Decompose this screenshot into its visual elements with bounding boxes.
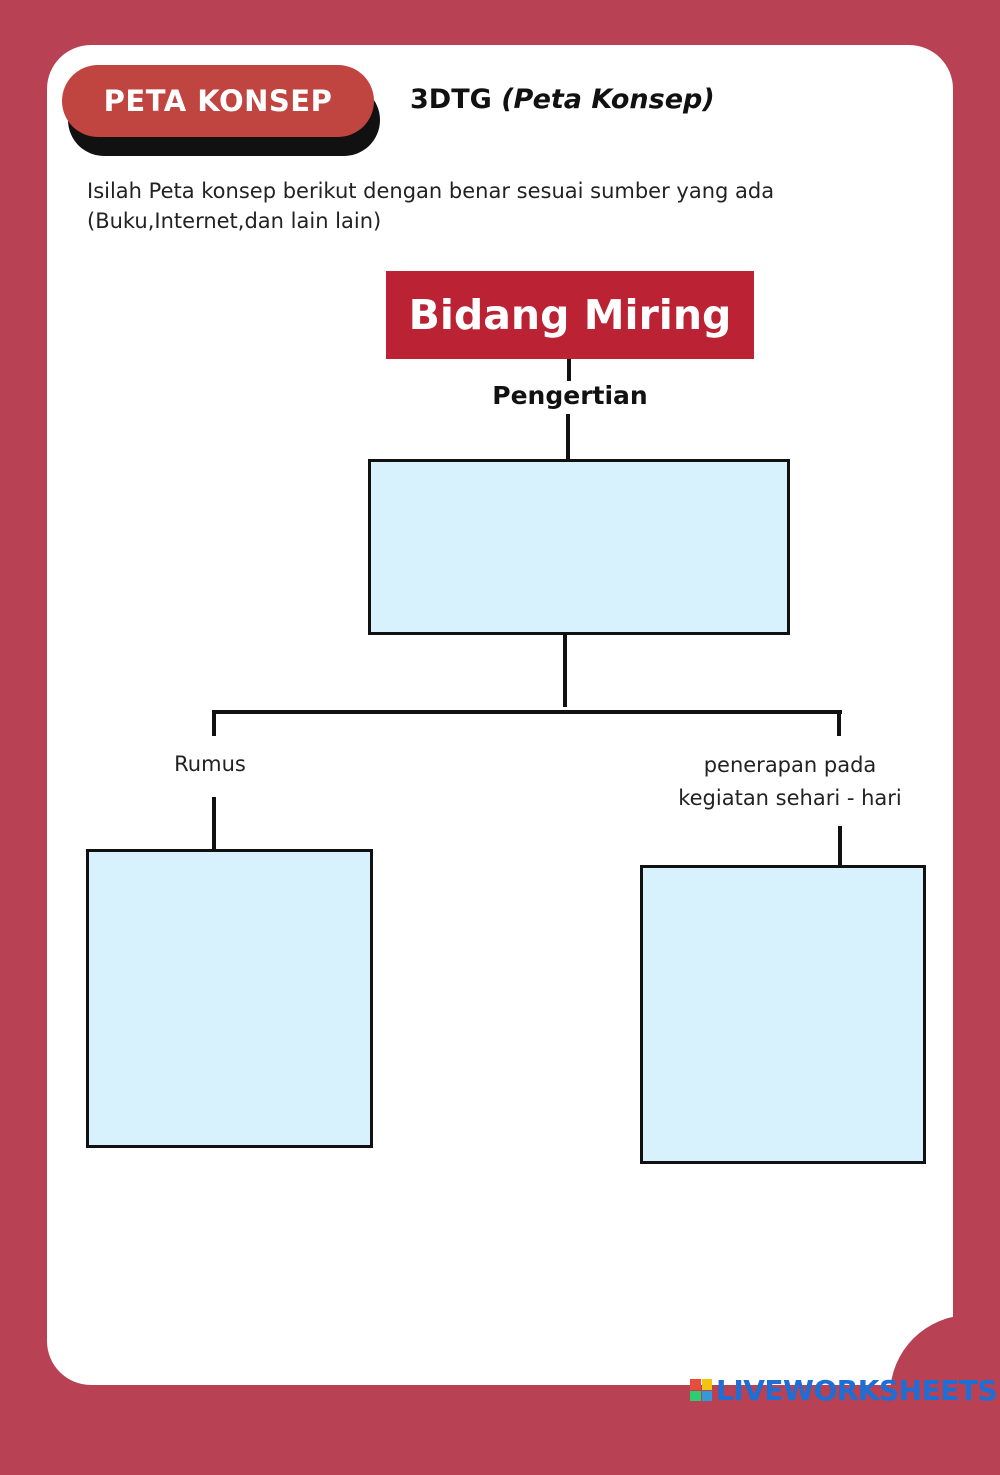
instruction-line-1: Isilah Peta konsep berikut dengan benar sesuai sumber yang ada — [87, 179, 775, 203]
label-penerapan-line-2: kegiatan sehari - hari — [678, 786, 902, 810]
worksheet-code-subtitle: (Peta Konsep) — [501, 84, 715, 115]
label-penerapan-line-1: penerapan pada — [703, 753, 877, 777]
label-pengertian: Pengertian — [492, 381, 648, 410]
instruction-text — [87, 176, 847, 236]
label-rumus: Rumus — [174, 752, 246, 776]
connector-left-drop — [212, 710, 216, 736]
label-penerapan — [640, 749, 940, 815]
worksheet-page — [47, 45, 953, 1385]
answer-box-rumus[interactable] — [86, 849, 373, 1148]
answer-box-penerapan[interactable] — [640, 865, 926, 1164]
liveworksheets-logo-icon — [690, 1379, 712, 1401]
connector-penerapan — [838, 826, 842, 866]
connector-pengertian-bottom — [566, 414, 570, 460]
connector-right-drop — [837, 710, 841, 736]
concept-title: Bidang Miring — [386, 271, 754, 359]
connector-center-vertical — [563, 635, 567, 707]
connector-rumus — [212, 797, 216, 849]
liveworksheets-watermark — [690, 1374, 997, 1406]
connector-horizontal-branch — [212, 710, 842, 714]
watermark-text: LIVEWORKSHEETS — [716, 1373, 998, 1407]
worksheet-code-text: 3DTG — [410, 84, 492, 115]
peta-konsep-badge: PETA KONSEP — [62, 65, 374, 137]
instruction-line-2: (Buku,Internet,dan lain lain) — [87, 209, 382, 233]
worksheet-code — [410, 84, 715, 115]
answer-box-pengertian[interactable] — [368, 459, 790, 635]
connector-title-top — [567, 359, 571, 381]
